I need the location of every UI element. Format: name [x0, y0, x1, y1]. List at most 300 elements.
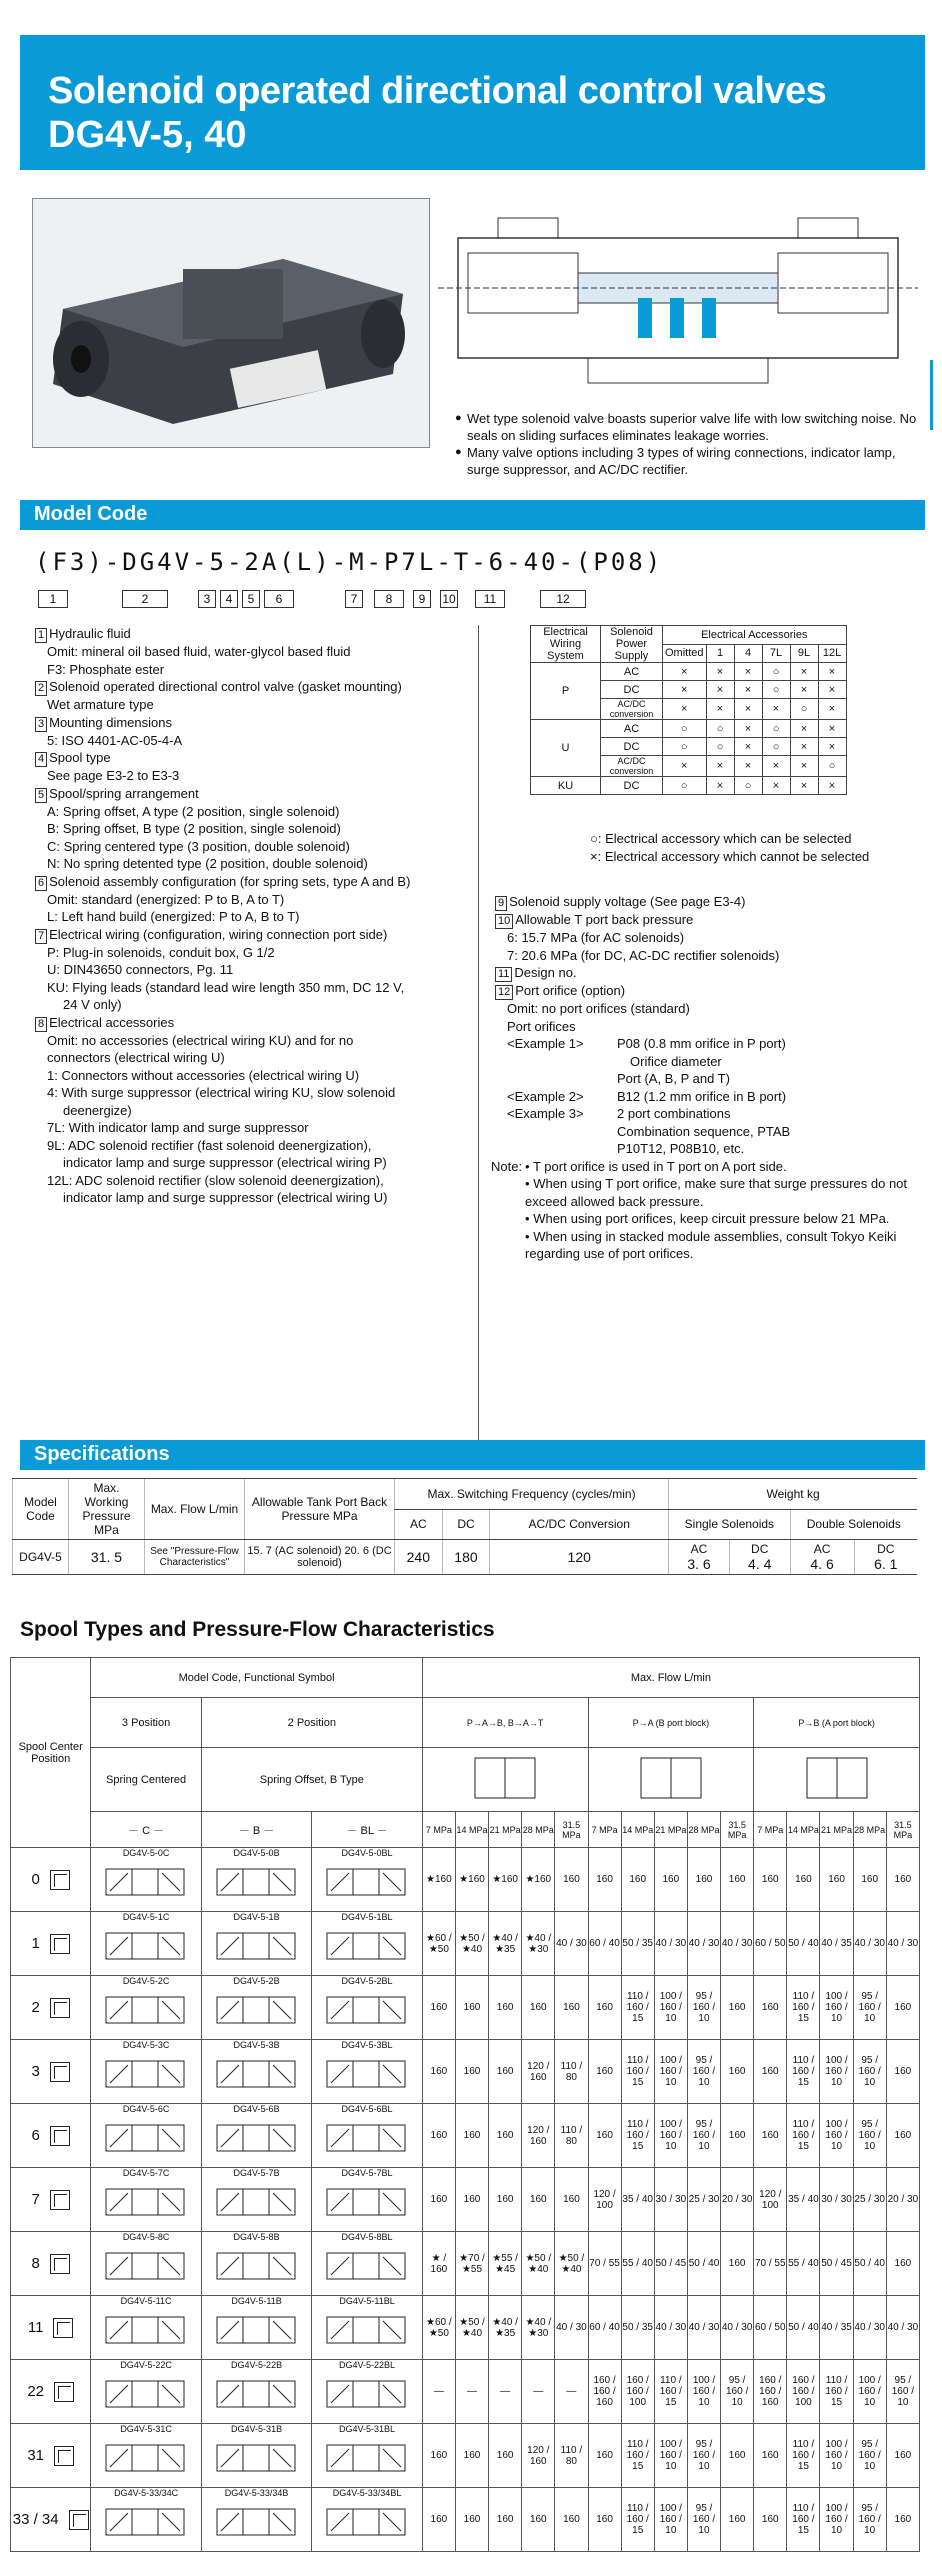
spool-row — [11, 2488, 920, 2552]
max-flow-cell: 160 — [522, 1976, 555, 2040]
functional-symbol-icon — [213, 2178, 301, 2228]
pressure-header: 7 MPa — [588, 1812, 621, 1848]
functional-symbol-cell: DG4V-5-8B — [201, 2232, 311, 2296]
max-flow-cell: 95 / 160 / 10 — [853, 2104, 886, 2168]
side-accent-mark — [930, 360, 933, 430]
spool-position: 33 / 34 — [11, 2488, 91, 2552]
max-flow-cell: 160 — [754, 1848, 787, 1912]
code-box: 2 — [122, 590, 168, 608]
max-flow-cell: 60 / 40 — [588, 2296, 621, 2360]
pressure-header: 31.5 MPa — [555, 1812, 588, 1848]
max-flow-cell: 35 / 40 — [621, 2168, 654, 2232]
max-flow-cell: 50 / 35 — [621, 1912, 654, 1976]
max-flow-cell: 40 / 30 — [654, 2296, 687, 2360]
functional-symbol-cell: DG4V-5-6B — [201, 2104, 311, 2168]
functional-symbol-icon — [213, 1858, 301, 1908]
max-flow-cell: — — [489, 2360, 522, 2424]
max-flow-cell: 120 / 100 — [588, 2168, 621, 2232]
max-flow-cell: 110 / 80 — [555, 2424, 588, 2488]
functional-symbol-icon — [102, 1986, 190, 2036]
max-flow-cell: 160 — [754, 2488, 787, 2552]
max-flow-cell: 160 — [455, 2488, 488, 2552]
max-flow-cell: 50 / 40 — [853, 2232, 886, 2296]
max-flow-cell: ★40 / ★30 — [522, 1912, 555, 1976]
max-flow-cell: 160 — [588, 1976, 621, 2040]
max-flow-cell: 95 / 160 / 10 — [886, 2360, 919, 2424]
functional-symbol-icon — [213, 2306, 301, 2356]
functional-symbol-icon — [102, 2306, 190, 2356]
max-flow-cell: 110 / 160 / 15 — [621, 2104, 654, 2168]
max-flow-cell: 160 — [455, 2040, 488, 2104]
title-banner — [20, 35, 925, 170]
max-flow-cell: 160 — [621, 1848, 654, 1912]
max-flow-cell: ★160 — [455, 1848, 488, 1912]
max-flow-cell: 110 / 160 / 15 — [820, 2360, 853, 2424]
functional-symbol-cell: DG4V-5-1B — [201, 1912, 311, 1976]
spool-row — [11, 2232, 920, 2296]
functional-symbol-icon — [323, 2178, 411, 2228]
max-flow-cell: 55 / 40 — [787, 2232, 820, 2296]
max-flow-cell: — — [455, 2360, 488, 2424]
max-flow-cell: 20 / 30 — [886, 2168, 919, 2232]
functional-symbol-icon — [102, 2242, 190, 2292]
max-flow-cell: 110 / 160 / 15 — [621, 2040, 654, 2104]
max-flow-cell: 60 / 50 — [754, 2296, 787, 2360]
max-flow-cell: 100 / 160 / 10 — [820, 2104, 853, 2168]
functional-symbol-cell: DG4V-5-33/34B — [201, 2488, 311, 2552]
max-flow-cell: 110 / 160 / 15 — [787, 2488, 820, 2552]
max-flow-cell: — — [555, 2360, 588, 2424]
model-code-explanations-right: 9 Solenoid supply voltage (See page E3-4) 10 Allowable T port back pressure 6: 15.7 MPa (for AC solenoids) 7: 20.6 MPa (for DC, AC-DC rectifier solenoids) 11 Design no. 12 Port orifice (option) Omit: no port orifices (standard) Port orifices <Example 1> P08 (0.8 mm orifice in P port) Orifice diameter Port (A, B, P and T) <Example 2> B12 (1.2 mm orifice in B port) <Example 3> 2 port combinations Combination sequence, PTAB P10T12, P08B10, etc. Note: • T port orifice is used in T port on A port side. • When using T port orifice, make sure that surge pressures do not exceed allowed back pressure. • When using port orifices, keep circuit pressure below 21 MPa. • When using in stacked module assemblies, consult Tokyo Keiki regarding use of port orifices. — [491, 894, 908, 1261]
functional-symbol-cell: DG4V-5-22B — [201, 2360, 311, 2424]
functional-symbol-icon — [213, 2370, 301, 2420]
max-flow-cell: ★40 / ★30 — [522, 2296, 555, 2360]
functional-symbol-cell: DG4V-5-33/34BL — [312, 2488, 422, 2552]
functional-symbol-cell: DG4V-5-22BL — [312, 2360, 422, 2424]
max-flow-cell: 160 — [721, 1848, 754, 1912]
spool-center-icon — [53, 2318, 73, 2338]
functional-symbol-cell: DG4V-5-1C — [91, 1912, 201, 1976]
max-flow-cell: 35 / 40 — [787, 2168, 820, 2232]
max-flow-cell: 160 — [422, 1976, 455, 2040]
max-flow-cell: 25 / 30 — [687, 2168, 720, 2232]
spool-center-icon — [69, 2510, 89, 2530]
max-flow-cell: 160 / 160 / 160 — [754, 2360, 787, 2424]
functional-symbol-icon — [323, 2114, 411, 2164]
spool-types-heading: Spool Types and Pressure-Flow Characteristics — [20, 1618, 495, 1641]
max-flow-cell: 120 / 160 — [522, 2424, 555, 2488]
spool-row — [11, 1976, 920, 2040]
max-flow-cell: ★ / 160 — [422, 2232, 455, 2296]
max-flow-cell: 160 — [721, 2232, 754, 2296]
pressure-header: 31.5 MPa — [886, 1812, 919, 1848]
pressure-header: 31.5 MPa — [721, 1812, 754, 1848]
functional-symbol-cell: DG4V-5-6BL — [312, 2104, 422, 2168]
functional-symbol-cell: DG4V-5-3C — [91, 2040, 201, 2104]
code-box: 5 — [242, 590, 260, 608]
max-flow-cell: 160 — [455, 1976, 488, 2040]
max-flow-cell: 160 — [754, 2040, 787, 2104]
max-flow-cell: 40 / 30 — [886, 1912, 919, 1976]
functional-symbol-icon — [323, 2050, 411, 2100]
functional-symbol-cell: DG4V-5-3BL — [312, 2040, 422, 2104]
functional-symbol-cell: DG4V-5-11C — [91, 2296, 201, 2360]
max-flow-cell: 160 — [555, 1976, 588, 2040]
spool-position: 1 — [11, 1912, 91, 1976]
max-flow-cell: 160 — [588, 2424, 621, 2488]
max-flow-cell: 160 — [489, 2104, 522, 2168]
feature-item: ● Many valve options including 3 types of wiring connections, indicator lamp, surge suppressor, and AC/DC rectifier. — [455, 444, 925, 478]
max-flow-cell: ★50 / ★40 — [555, 2232, 588, 2296]
max-flow-cell: 160 — [489, 2424, 522, 2488]
spool-position: 11 — [11, 2296, 91, 2360]
max-flow-cell: 160 — [588, 1848, 621, 1912]
max-flow-cell: 160 — [721, 2104, 754, 2168]
functional-symbol-cell: DG4V-5-0B — [201, 1848, 311, 1912]
max-flow-cell: 50 / 45 — [654, 2232, 687, 2296]
max-flow-cell: 160 — [555, 1848, 588, 1912]
functional-symbol-cell: DG4V-5-0C — [91, 1848, 201, 1912]
max-flow-cell: 100 / 160 / 10 — [654, 2040, 687, 2104]
max-flow-cell: 40 / 30 — [721, 1912, 754, 1976]
max-flow-cell: 160 — [455, 2104, 488, 2168]
spool-center-icon — [50, 2062, 70, 2082]
max-flow-cell: 95 / 160 / 10 — [721, 2360, 754, 2424]
spool-position: 22 — [11, 2360, 91, 2424]
functional-symbol-icon — [323, 2306, 411, 2356]
max-flow-cell: ★40 / ★35 — [489, 1912, 522, 1976]
functional-symbol-icon — [323, 1858, 411, 1908]
max-flow-cell: 160 — [422, 2168, 455, 2232]
pressure-header: 14 MPa — [787, 1812, 820, 1848]
max-flow-cell: 160 — [522, 2488, 555, 2552]
accessory-legend: ○: Electrical accessory which can be selected ×: Electrical accessory which cannot be selected — [590, 831, 870, 864]
max-flow-cell: ★60 / ★50 — [422, 2296, 455, 2360]
table-row: DC ○ ○ × ○ × × — [531, 738, 847, 756]
specifications-table: Model Code Max. Working Pressure MPa Max. Flow L/min Allowable Tank Port Back Pressure MPa Max. Switching Frequency (cycles/min) Weight kg AC DC AC/DC Conversion Single Solenoids Double Solenoids DG4V-5 31. 5 See "Pressure-Flow Characteristics" 15. 7 (AC solenoid) 20. 6 (DC solenoid) 240 180 120 AC 3. 6 DC 4. 4 AC 4. 6 DC 6. 1 — [12, 1478, 917, 1575]
max-flow-cell: ★40 / ★35 — [489, 2296, 522, 2360]
model-code-heading: Model Code — [20, 500, 925, 530]
max-flow-cell: 160 — [422, 2104, 455, 2168]
max-flow-cell: 100 / 160 / 10 — [820, 1976, 853, 2040]
max-flow-cell: 40 / 30 — [687, 1912, 720, 1976]
spool-types-table: Spool Center Position Model Code, Functional Symbol Max. Flow L/min 3 Position 2 Position P→A→B, B→A→T P→A (B port block) P→B (A port block) Spring Centered Spring Offset, B Type － C － － B － － BL － 7 MPa 14 MPa 21 MPa 28 MPa 31.5 MPa 7 MPa 14 MPa 21 MPa 28 MPa 31.5 MPa 7 MPa 14 MPa 21 MPa 28 MPa 31.5 MPa 0 DG4V-5-0C DG4V-5-0B DG4V-5-0BL ★160 ★160 ★160 ★160 160 160 160 160 160 160 160 160 160 160 160 1 DG4V-5-1C DG4V-5-1B DG4V-5-1BL ★60 / ★50 ★50 / ★40 ★40 / ★35 ★40 / ★30 40 / 30 60 / 40 50 / 35 40 / 30 40 / 30 40 / 30 60 / 50 50 / 40 40 / 35 40 / 30 40 / 30 2 DG4V-5-2C DG4V-5-2B DG4V-5-2BL 160 160 160 160 160 160 110 / 160 / 15 100 / 160 / 10 95 / 160 / 10 160 160 110 / 160 / 15 100 / 160 / 10 95 / 160 / 10 160 3 DG4V-5-3C DG4V-5-3B DG4V-5-3BL 160 160 160 120 / 160 110 / 80 160 110 / 160 / 15 100 / 160 / 10 95 / 160 / 10 160 160 110 / 160 / 15 100 / 160 / 10 95 / 160 / 10 160 6 DG4V-5-6C DG4V-5-6B DG4V-5-6BL 160 160 160 120 / 160 110 / 80 160 110 / 160 / 15 100 / 160 / 10 95 / 160 / 10 160 160 110 / 160 / 15 100 / 160 / 10 95 / 160 / 10 160 7 DG4V-5-7C DG4V-5-7B DG4V-5-7BL 160 160 160 160 160 120 / 100 35 / 40 30 / 30 25 / 30 20 / 30 120 / 100 35 / 40 30 / 30 25 / 30 20 / 30 8 DG4V-5-8C DG4V-5-8B DG4V-5-8BL ★ / 160 ★70 / ★55 ★55 / ★45 ★50 / ★40 ★50 / ★40 70 / 55 55 / 40 50 / 45 50 / 40 160 70 / 55 55 / 40 50 / 45 50 / 40 160 11 DG4V-5-11C DG4V-5-11B DG4V-5-11BL ★60 / ★50 ★50 / ★40 ★40 / ★35 ★40 / ★30 40 / 30 60 / 40 50 / 35 40 / 30 40 / 30 40 / 30 60 / 50 50 / 40 40 / 35 40 / 30 40 / 30 22 DG4V-5-22C DG4V-5-22B DG4V-5-22BL — — — — — 160 / 160 / 160 160 / 160 / 100 110 / 160 / 15 100 / 160 / 10 95 / 160 / 10 160 / 160 / 160 160 / 160 / 100 110 / 160 / 15 100 / 160 / 10 95 / 160 / 10 31 DG4V-5-31C DG4V-5-31B DG4V-5-31BL 160 160 160 120 / 160 110 / 80 160 110 / 160 / 15 100 / 160 / 10 95 / 160 / 10 160 160 110 / 160 / 15 100 / 160 / 10 95 / 160 / 10 160 33 / 34 DG4V-5-33/34C DG4V-5-33/34B DG4V-5-33/34BL 160 160 160 160 160 160 110 / 160 / 15 100 / 160 / 10 95 / 160 / 10 160 160 110 / 160 / 15 100 / 160 / 10 95 / 160 / 10 160 — [10, 1657, 920, 2552]
spool-row — [11, 2296, 920, 2360]
code-box: 7 — [345, 590, 363, 608]
functional-symbol-cell: DG4V-5-8BL — [312, 2232, 422, 2296]
spool-row — [11, 2104, 920, 2168]
max-flow-cell: 160 — [489, 2488, 522, 2552]
max-flow-cell: 160 — [422, 2424, 455, 2488]
functional-symbol-icon — [213, 1986, 301, 2036]
max-flow-cell: 50 / 40 — [787, 2296, 820, 2360]
max-flow-cell: 160 — [422, 2488, 455, 2552]
max-flow-cell: 160 / 160 / 160 — [588, 2360, 621, 2424]
max-flow-cell: 30 / 30 — [820, 2168, 853, 2232]
spool-center-icon — [54, 2382, 74, 2402]
max-flow-cell: 160 — [489, 2168, 522, 2232]
functional-symbol-cell: DG4V-5-7C — [91, 2168, 201, 2232]
column-divider — [478, 625, 479, 1440]
max-flow-cell: 100 / 160 / 10 — [820, 2040, 853, 2104]
spool-position: 2 — [11, 1976, 91, 2040]
code-box: 9 — [413, 590, 431, 608]
max-flow-cell: 120 / 100 — [754, 2168, 787, 2232]
max-flow-cell: 40 / 30 — [555, 1912, 588, 1976]
max-flow-cell: ★60 / ★50 — [422, 1912, 455, 1976]
max-flow-cell: 160 — [886, 2104, 919, 2168]
max-flow-cell: 160 / 160 / 100 — [621, 2360, 654, 2424]
max-flow-cell: 40 / 35 — [820, 1912, 853, 1976]
max-flow-cell: 55 / 40 — [621, 2232, 654, 2296]
functional-symbol-cell: DG4V-5-31C — [91, 2424, 201, 2488]
functional-symbol-icon — [102, 2370, 190, 2420]
page-title: Solenoid operated directional control valves — [48, 70, 827, 112]
functional-symbol-cell: DG4V-5-22C — [91, 2360, 201, 2424]
spool-center-icon — [50, 1870, 70, 1890]
functional-symbol-icon — [213, 2050, 301, 2100]
max-flow-cell: 95 / 160 / 10 — [687, 2424, 720, 2488]
max-flow-cell: 50 / 35 — [621, 2296, 654, 2360]
functional-symbol-icon — [323, 2434, 411, 2484]
max-flow-cell: 120 / 160 — [522, 2104, 555, 2168]
functional-symbol-icon — [323, 2370, 411, 2420]
functional-symbol-cell: DG4V-5-2C — [91, 1976, 201, 2040]
pressure-header: 14 MPa — [455, 1812, 488, 1848]
max-flow-cell: 95 / 160 / 10 — [687, 2104, 720, 2168]
max-flow-cell: 95 / 160 / 10 — [853, 2424, 886, 2488]
spool-position: 8 — [11, 2232, 91, 2296]
functional-symbol-icon — [213, 2434, 301, 2484]
max-flow-cell: 160 — [422, 2040, 455, 2104]
max-flow-cell: ★160 — [489, 1848, 522, 1912]
max-flow-cell: 95 / 160 / 10 — [853, 1976, 886, 2040]
max-flow-cell: 95 / 160 / 10 — [687, 2488, 720, 2552]
spool-position: 6 — [11, 2104, 91, 2168]
max-flow-cell: 40 / 30 — [654, 1912, 687, 1976]
spool-position: 7 — [11, 2168, 91, 2232]
functional-symbol-icon — [102, 2498, 190, 2548]
functional-symbol-cell: DG4V-5-3B — [201, 2040, 311, 2104]
max-flow-cell: 50 / 40 — [687, 2232, 720, 2296]
max-flow-cell: 160 — [820, 1848, 853, 1912]
code-box: 11 — [475, 590, 505, 608]
max-flow-cell: 40 / 30 — [721, 2296, 754, 2360]
max-flow-cell: 160 — [588, 2104, 621, 2168]
functional-symbol-cell: DG4V-5-6C — [91, 2104, 201, 2168]
feature-list — [455, 410, 925, 478]
max-flow-cell: 70 / 55 — [754, 2232, 787, 2296]
table-row: KU DC ○ × ○ × × × — [531, 777, 847, 795]
functional-symbol-icon — [213, 2242, 301, 2292]
code-box: 12 — [540, 590, 586, 608]
max-flow-cell: 160 — [754, 2424, 787, 2488]
pressure-header: 7 MPa — [422, 1812, 455, 1848]
max-flow-cell: ★50 / ★40 — [455, 2296, 488, 2360]
electrical-accessories-table: Electrical Wiring System Solenoid Power Supply Electrical Accessories Omitted 1 4 7L 9L 12L P AC × × × ○ × × DC × × × ○ × × AC/DC conversion × × × × ○ × U AC ○ ○ × ○ × × DC ○ ○ × ○ × × AC/DC conversion × × × × × ○ KU DC ○ × ○ × × × — [530, 625, 847, 795]
max-flow-cell: 95 / 160 / 10 — [687, 1976, 720, 2040]
pressure-header: 28 MPa — [687, 1812, 720, 1848]
max-flow-cell: ★70 / ★55 — [455, 2232, 488, 2296]
max-flow-cell: 110 / 160 / 15 — [787, 2424, 820, 2488]
max-flow-cell: 50 / 40 — [787, 1912, 820, 1976]
functional-symbol-icon — [323, 2498, 411, 2548]
code-box: 1 — [38, 590, 68, 608]
functional-symbol-cell: DG4V-5-11B — [201, 2296, 311, 2360]
spool-center-icon — [50, 2190, 70, 2210]
spool-position: 31 — [11, 2424, 91, 2488]
functional-symbol-icon — [323, 1986, 411, 2036]
max-flow-cell: ★50 / ★40 — [522, 2232, 555, 2296]
functional-symbol-icon — [102, 1858, 190, 1908]
functional-symbol-cell: DG4V-5-2BL — [312, 1976, 422, 2040]
max-flow-cell: 95 / 160 / 10 — [853, 2040, 886, 2104]
max-flow-cell: 40 / 35 — [820, 2296, 853, 2360]
max-flow-cell: 160 — [588, 2040, 621, 2104]
max-flow-cell: 160 — [886, 2424, 919, 2488]
max-flow-cell: 70 / 55 — [588, 2232, 621, 2296]
functional-symbol-icon — [213, 2498, 301, 2548]
max-flow-cell: 100 / 160 / 10 — [654, 1976, 687, 2040]
max-flow-cell: 110 / 160 / 15 — [654, 2360, 687, 2424]
functional-symbol-cell: DG4V-5-7B — [201, 2168, 311, 2232]
spool-center-icon — [50, 1934, 70, 1954]
max-flow-cell: ★55 / ★45 — [489, 2232, 522, 2296]
functional-symbol-cell: DG4V-5-11BL — [312, 2296, 422, 2360]
spool-row — [11, 2040, 920, 2104]
spool-row — [11, 1912, 920, 1976]
functional-symbol-icon — [102, 2050, 190, 2100]
functional-symbol-icon — [102, 2434, 190, 2484]
max-flow-cell: 40 / 30 — [886, 2296, 919, 2360]
max-flow-cell: 160 — [754, 2104, 787, 2168]
pressure-header: 21 MPa — [654, 1812, 687, 1848]
max-flow-cell: ★160 — [522, 1848, 555, 1912]
max-flow-cell: 110 / 160 / 15 — [787, 2040, 820, 2104]
max-flow-cell: 60 / 40 — [588, 1912, 621, 1976]
max-flow-cell: 20 / 30 — [721, 2168, 754, 2232]
max-flow-cell: 160 — [886, 1976, 919, 2040]
max-flow-cell: 160 — [687, 1848, 720, 1912]
max-flow-cell: 40 / 30 — [853, 1912, 886, 1976]
code-box: 10 — [440, 590, 458, 608]
functional-symbol-cell: DG4V-5-31B — [201, 2424, 311, 2488]
functional-symbol-cell: DG4V-5-1BL — [312, 1912, 422, 1976]
max-flow-cell: 160 — [455, 2424, 488, 2488]
spool-center-icon — [54, 2446, 74, 2466]
table-row: P AC × × × ○ × × — [531, 663, 847, 681]
max-flow-cell: 110 / 160 / 15 — [621, 1976, 654, 2040]
max-flow-cell: 160 — [886, 2488, 919, 2552]
pressure-header: 14 MPa — [621, 1812, 654, 1848]
max-flow-cell: 95 / 160 / 10 — [687, 2040, 720, 2104]
max-flow-cell: 100 / 160 / 10 — [687, 2360, 720, 2424]
max-flow-cell: 40 / 30 — [853, 2296, 886, 2360]
functional-symbol-icon — [323, 2242, 411, 2292]
max-flow-cell: 160 — [886, 2232, 919, 2296]
code-box: 8 — [374, 590, 404, 608]
table-row: AC/DC conversion × × × × × ○ — [531, 756, 847, 777]
max-flow-cell: 160 — [555, 2488, 588, 2552]
pressure-header: 21 MPa — [820, 1812, 853, 1848]
max-flow-cell: 100 / 160 / 10 — [654, 2488, 687, 2552]
max-flow-cell: ★160 — [422, 1848, 455, 1912]
max-flow-cell: 160 — [886, 2040, 919, 2104]
valve-cross-section-diagram — [438, 198, 918, 408]
max-flow-cell: 110 / 80 — [555, 2104, 588, 2168]
max-flow-cell: 95 / 160 / 10 — [853, 2488, 886, 2552]
max-flow-cell: 160 — [455, 2168, 488, 2232]
max-flow-cell: 60 / 50 — [754, 1912, 787, 1976]
functional-symbol-cell: DG4V-5-33/34C — [91, 2488, 201, 2552]
spool-center-icon — [50, 2126, 70, 2146]
max-flow-cell: 100 / 160 / 10 — [820, 2488, 853, 2552]
functional-symbol-cell: DG4V-5-8C — [91, 2232, 201, 2296]
functional-symbol-cell: DG4V-5-2B — [201, 1976, 311, 2040]
max-flow-cell: 110 / 160 / 15 — [621, 2424, 654, 2488]
model-code-string: (F3)-DG4V-5-2A(L)-M-P7L-T-6-40-(P08) — [35, 548, 664, 576]
max-flow-cell: ★50 / ★40 — [455, 1912, 488, 1976]
max-flow-cell: 160 — [754, 1976, 787, 2040]
functional-symbol-icon — [102, 2178, 190, 2228]
table-row: DC × × × ○ × × — [531, 681, 847, 699]
code-box: 3 — [198, 590, 216, 608]
spool-row — [11, 2360, 920, 2424]
max-flow-cell: 160 — [588, 2488, 621, 2552]
max-flow-cell: 25 / 30 — [853, 2168, 886, 2232]
functional-symbol-icon — [213, 1922, 301, 1972]
table-row: U AC ○ ○ × ○ × × — [531, 720, 847, 738]
max-flow-cell: 160 — [721, 2424, 754, 2488]
max-flow-cell: 160 — [721, 2040, 754, 2104]
spool-center-icon — [50, 2254, 70, 2274]
max-flow-cell: 30 / 30 — [654, 2168, 687, 2232]
spool-position: 0 — [11, 1848, 91, 1912]
functional-symbol-icon — [102, 2114, 190, 2164]
pressure-header: 7 MPa — [754, 1812, 787, 1848]
product-photo — [32, 198, 430, 448]
functional-symbol-icon — [213, 2114, 301, 2164]
functional-symbol-cell: DG4V-5-31BL — [312, 2424, 422, 2488]
spool-row — [11, 2168, 920, 2232]
code-box: 4 — [220, 590, 238, 608]
spool-row — [11, 2424, 920, 2488]
feature-item: ● Wet type solenoid valve boasts superior valve life with low switching noise. No seals on sliding surfaces eliminates leakage worries. — [455, 410, 925, 444]
max-flow-cell: 160 — [721, 2488, 754, 2552]
max-flow-cell: 160 — [555, 2168, 588, 2232]
max-flow-cell: 100 / 160 / 10 — [654, 2424, 687, 2488]
functional-symbol-cell: DG4V-5-7BL — [312, 2168, 422, 2232]
max-flow-cell: 110 / 160 / 15 — [787, 1976, 820, 2040]
max-flow-cell: 110 / 160 / 15 — [621, 2488, 654, 2552]
code-box: 6 — [264, 590, 294, 608]
model-code-explanations-left: 1 Hydraulic fluid Omit: mineral oil based fluid, water-glycol based fluid F3: Phosphate ester 2 Solenoid operated directional control valve (gasket mounting) Wet armature type 3 Mounting dimensions 5: ISO 4401-AC-05-4-A 4 Spool type See page E3-2 to E3-3 5 Spool/spring arrangement A: Spring offset, A type (2 position, single solenoid) B: Spring offset, B type (2 position, single solenoid) C: Spring centered type (3 position, double solenoid) N: No spring detented type (2 position, double solenoid) 6 Solenoid assembly configuration (for spring sets, type A and B) Omit: standard (energized: P to B, A to T) L: Left hand build (energized: P to A, B to T) 7 Electrical wiring (configuration, wiring connection port side) P: Plug-in solenoids, conduit box, G 1/2 U: DIN43650 connectors, Pg. 11 KU: Flying leads (standard lead wire length 350 mm, DC 12 V, 24 V only) 8 Electrical accessories Omit: no accessories (electrical wiring KU) and for no connectors (electrical wiring U) 1: Connectors without accessories (electrical wiring U) 4: With surge suppressor (electrical wiring KU, slow solenoid deenergize) 7L: With indicator lamp and surge suppressor 9L: ADC solenoid rectifier (fast solenoid deenergization), indicator lamp and surge suppressor (electrical wiring P) 12L: ADC solenoid rectifier (slow solenoid deenergization), indicator lamp and surge suppressor (electrical wiring U) — [35, 625, 475, 1207]
max-flow-cell: 50 / 45 — [820, 2232, 853, 2296]
table-row: AC/DC conversion × × × × ○ × — [531, 699, 847, 720]
functional-symbol-icon — [102, 1922, 190, 1972]
pressure-header: 28 MPa — [522, 1812, 555, 1848]
max-flow-cell: 160 — [721, 1976, 754, 2040]
spool-row — [11, 1848, 920, 1912]
max-flow-cell: 160 / 160 / 100 — [787, 2360, 820, 2424]
max-flow-cell: 120 / 160 — [522, 2040, 555, 2104]
max-flow-cell: 100 / 160 / 10 — [654, 2104, 687, 2168]
max-flow-cell: 160 — [489, 2040, 522, 2104]
page-subtitle: DG4V-5, 40 — [48, 114, 247, 156]
spool-position: 3 — [11, 2040, 91, 2104]
max-flow-cell: 100 / 160 / 10 — [853, 2360, 886, 2424]
max-flow-cell: — — [422, 2360, 455, 2424]
